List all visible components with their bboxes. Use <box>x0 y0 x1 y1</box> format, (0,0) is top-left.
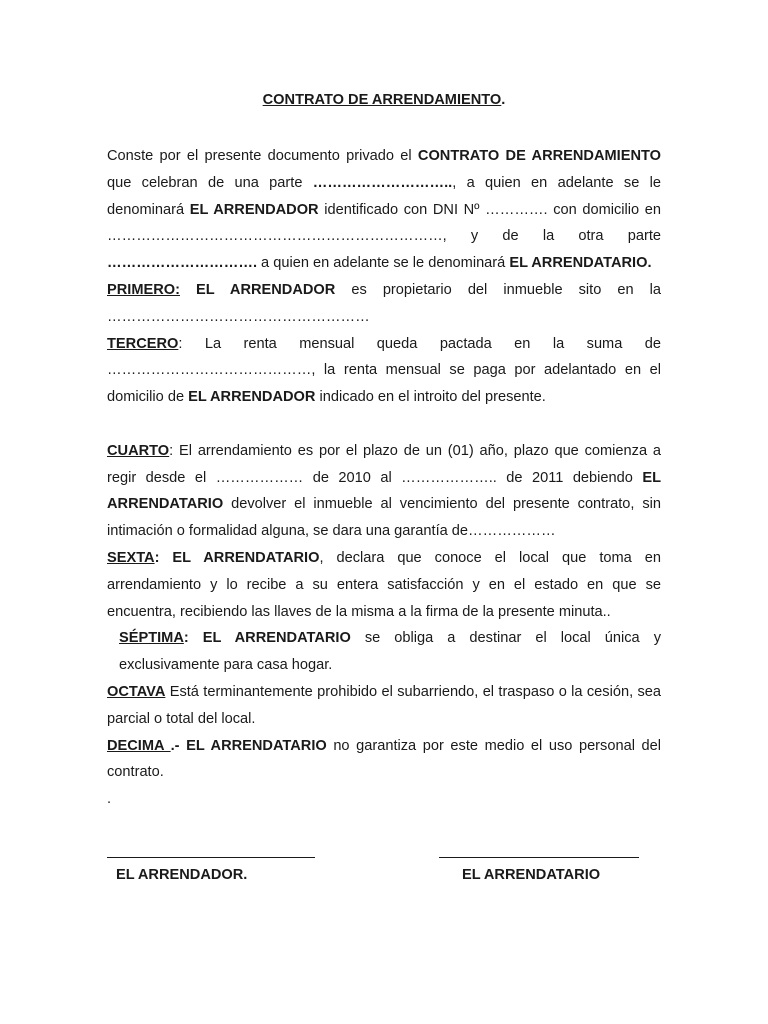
clause-octava <box>107 679 661 733</box>
arrendador-name-blank: ……………………….. <box>312 174 453 191</box>
arrendatario-signature-label: EL ARRENDATARIO <box>462 867 601 883</box>
paragraph-gap <box>107 411 661 438</box>
clause-decima-party: EL ARRENDATARIO <box>186 737 327 754</box>
clause-cuarto-party: EL ARRENDATARIO <box>107 469 661 513</box>
clause-tercero-party: EL ARRENDADOR <box>188 389 316 406</box>
clause-primero-text: es propietario del inmueble sito en la ……………………………………………… <box>107 281 661 325</box>
clause-septima-colon: : <box>183 630 189 647</box>
intro-text-4: identificado con DNI Nº …………. con domicilio en ……………………………………………………………, y de la otra parte <box>107 201 662 245</box>
arrendatario-name-blank: …………………………. <box>107 255 257 272</box>
arrendador-signature-line <box>107 843 315 858</box>
clause-septima-heading: SÉPTIMA <box>119 630 184 647</box>
clause-cuarto-text-2: devolver el inmueble al vencimiento del presente contrato, sin intimación o formalidad alguna, se dara una garantía de……………… <box>107 496 661 540</box>
intro-text-1: Conste por el presente documento privado el <box>107 148 418 164</box>
intro-text-3: , a quien en adelante se le denominará <box>107 174 661 218</box>
trailing-dot: . <box>107 791 112 808</box>
clause-cuarto <box>107 438 661 545</box>
clause-decima-heading: DECIMA <box>107 737 171 754</box>
clause-septima-party: EL ARRENDATARIO <box>188 630 351 647</box>
clause-sexta-text: , declara que conoce el local que toma en arrendamiento y lo recibe a su entera satisfacción y en el estado en que se encuentra, recibiendo las llaves de la misma a la firma de la presente minuta.. <box>107 549 661 620</box>
title-period: . <box>501 92 506 108</box>
clause-decima-text: no garantiza por este medio el uso personal del contrato. <box>107 737 661 781</box>
clause-septima-text: se obliga a destinar el local única y exclusivamente para casa hogar. <box>119 630 661 674</box>
clause-primero <box>107 277 661 331</box>
clause-tercero-text-2: indicado en el introito del presente. <box>315 389 546 406</box>
clause-primero-party: EL ARRENDADOR <box>179 281 336 298</box>
intro-text-5: a quien en adelante se le denominará <box>257 255 510 272</box>
arrendatario-term: EL ARRENDATARIO. <box>509 255 652 272</box>
clause-sexta-heading: SEXTA <box>107 549 155 566</box>
clause-decima <box>107 733 661 787</box>
clause-sexta-colon: : <box>154 549 160 566</box>
arrendatario-signature-line <box>439 843 639 858</box>
contract-name: CONTRATO DE ARRENDAMIENTO <box>417 148 662 164</box>
arrendador-signature-label: EL ARRENDADOR. <box>116 867 248 883</box>
contract-body <box>107 143 661 813</box>
clause-sexta <box>107 545 661 625</box>
clause-tercero <box>107 331 661 411</box>
intro-text-2: que celebran de una parte <box>107 174 313 191</box>
arrendador-term: EL ARRENDADOR <box>189 201 319 218</box>
intro-paragraph <box>107 143 661 277</box>
clause-tercero-text-1: : La renta mensual queda pactada en la suma de ……………………………………, la renta mensual se paga por adelantado en el domicilio de <box>107 335 661 406</box>
clause-tercero-heading: TERCERO <box>107 335 179 352</box>
clause-primero-heading: PRIMERO: <box>107 281 180 298</box>
clause-octava-text: Está terminantemente prohibido el subarriendo, el traspaso o la cesión, sea parcial o total del local. <box>107 683 661 727</box>
clause-octava-heading: OCTAVA <box>107 683 166 700</box>
document-title <box>0 92 768 108</box>
clause-decima-dash: .- <box>170 737 187 754</box>
title-text: CONTRATO DE ARRENDAMIENTO <box>262 92 502 108</box>
clause-cuarto-heading: CUARTO <box>107 442 170 459</box>
clause-septima <box>107 625 661 679</box>
clause-sexta-party: EL ARRENDATARIO <box>159 549 320 566</box>
clause-cuarto-text-1: : El arrendamiento es por el plazo de un (01) año, plazo que comienza a regir desde el ……………… de 2010 al ……………….. de 2011 debiendo <box>107 442 661 486</box>
